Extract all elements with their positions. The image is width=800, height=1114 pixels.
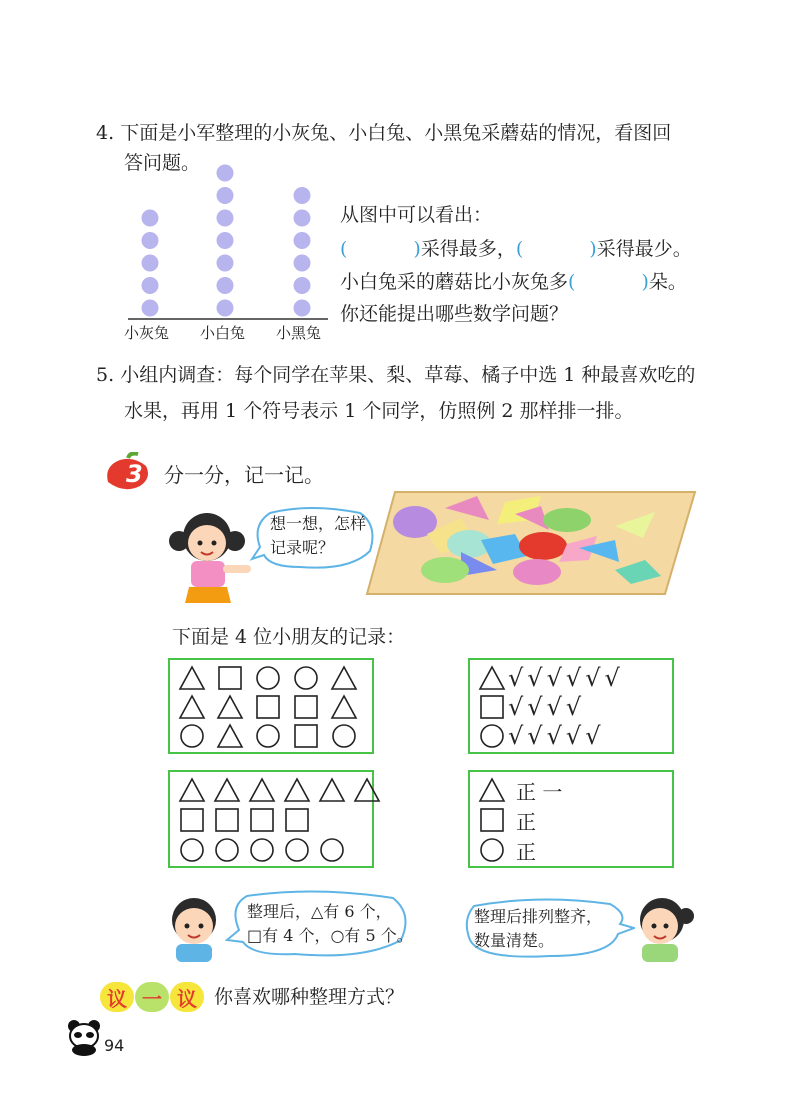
pictograph-label-white-rabbit: 小白兔 bbox=[200, 324, 246, 342]
girl2-bubble-line-1: 整理后排列整齐， bbox=[474, 907, 603, 926]
question-2-text: 小白兔采的蘑菇比小灰兔多 bbox=[340, 271, 569, 293]
triangle-icon bbox=[476, 774, 508, 806]
question-1-text-b: 采得最少。 bbox=[596, 238, 692, 260]
discuss-char-3: 议 bbox=[170, 982, 204, 1012]
answer-blank-diff-open: ( bbox=[568, 271, 576, 293]
circle-icon bbox=[281, 834, 313, 866]
discuss-char-1: 议 bbox=[100, 982, 134, 1012]
boy-bubble-line-1: 整理后，△有 6 个， bbox=[247, 902, 392, 921]
check-mark: √ bbox=[546, 722, 562, 750]
pictograph-dot-小黑兔-6 bbox=[294, 187, 311, 204]
record-4-triangle-tally: 正 一 bbox=[516, 779, 563, 804]
triangle-icon bbox=[211, 774, 243, 806]
answer-blank-diff-close: ) bbox=[641, 271, 649, 293]
record-2-circle-row bbox=[476, 720, 604, 752]
record-4-triangle-row bbox=[476, 774, 562, 806]
girl-bubble-line-2: 记录呢？ bbox=[270, 538, 335, 557]
circle-icon bbox=[252, 662, 284, 694]
question-1-text-a: 采得最多， bbox=[420, 238, 516, 260]
record-1-row-2 bbox=[176, 691, 366, 723]
question-2-end: 朵。 bbox=[648, 271, 687, 293]
check-mark: √ bbox=[508, 664, 524, 692]
check-mark: √ bbox=[604, 664, 620, 692]
circle-icon bbox=[316, 834, 348, 866]
example-3-number: 3 bbox=[126, 460, 143, 488]
question-3: 你还能提出哪些数学问题？ bbox=[340, 303, 569, 325]
triangle-icon bbox=[281, 774, 313, 806]
page-number: 94 bbox=[104, 1036, 125, 1055]
problem-4-line-1 bbox=[96, 118, 671, 148]
circle-icon bbox=[290, 662, 322, 694]
pictograph-dot-小白兔-1 bbox=[217, 300, 234, 317]
square-icon bbox=[281, 804, 313, 836]
triangle-icon bbox=[176, 691, 208, 723]
pictograph-label-grey-rabbit: 小灰兔 bbox=[124, 324, 170, 342]
check-mark: √ bbox=[565, 722, 582, 750]
triangle-icon bbox=[351, 774, 383, 806]
record-2-triangle-row bbox=[476, 662, 624, 694]
record-3-circle-row bbox=[176, 834, 351, 866]
triangle-icon bbox=[176, 662, 208, 694]
pictograph-dot-小灰兔-3 bbox=[142, 255, 159, 272]
panda-icon bbox=[64, 1018, 104, 1056]
problem-4-number: 4. bbox=[96, 122, 115, 144]
check-mark: √ bbox=[565, 664, 582, 692]
check-mark: √ bbox=[527, 722, 543, 750]
square-icon bbox=[246, 804, 278, 836]
answer-blank-least-close: ) bbox=[589, 238, 597, 260]
girl2-illustration-icon bbox=[628, 892, 698, 962]
check-mark: √ bbox=[565, 693, 582, 721]
record-3-square-row bbox=[176, 804, 316, 836]
example-3-badge bbox=[100, 452, 160, 494]
discuss-question: 你喜欢哪种整理方式？ bbox=[214, 986, 405, 1008]
record-4-square-row bbox=[476, 804, 536, 836]
problem-4-text-1: 下面是小军整理的小灰兔、小白兔、小黑兔采蘑菇的情况，看图回 bbox=[120, 122, 672, 144]
girl-bubble-line-1: 想一想，怎样 bbox=[270, 514, 367, 533]
square-icon bbox=[211, 804, 243, 836]
record-2-square-row bbox=[476, 691, 585, 723]
boy-illustration-icon bbox=[160, 892, 230, 962]
triangle-icon bbox=[316, 774, 348, 806]
circle-icon bbox=[211, 834, 243, 866]
check-mark: √ bbox=[527, 664, 543, 692]
problem-5-line-1 bbox=[96, 360, 695, 390]
pictograph-label-black-rabbit: 小黑兔 bbox=[276, 324, 322, 342]
circle-icon bbox=[476, 720, 508, 752]
records-intro: 下面是 4 位小朋友的记录： bbox=[172, 626, 406, 648]
pictograph-dot-小黑兔-3 bbox=[294, 255, 311, 272]
girl2-bubble-line-2: 数量清楚。 bbox=[474, 931, 555, 950]
pictograph-dot-小白兔-5 bbox=[217, 210, 234, 227]
discuss-badge bbox=[100, 982, 204, 1012]
record-3-box bbox=[168, 770, 374, 868]
record-2-box bbox=[468, 658, 674, 754]
example-3-title: 分一分，记一记。 bbox=[164, 463, 324, 487]
pictograph-dot-小黑兔-1 bbox=[294, 300, 311, 317]
pictograph-dot-小黑兔-5 bbox=[294, 210, 311, 227]
record-4-circle-row bbox=[476, 834, 536, 866]
circle-icon bbox=[476, 834, 508, 866]
boy-bubble-line-2: □有 4 个，○有 5 个。 bbox=[247, 926, 413, 945]
answer-blank-most-open: ( bbox=[340, 238, 348, 260]
triangle-icon bbox=[328, 662, 360, 694]
triangle-icon bbox=[214, 691, 246, 723]
record-4-circle-tally: 正 bbox=[516, 839, 536, 864]
record-1-row-3 bbox=[176, 720, 366, 752]
answer-blank-least-open: ( bbox=[515, 238, 524, 260]
discuss-char-2: 一 bbox=[135, 982, 169, 1012]
pictograph-dot-小黑兔-4 bbox=[294, 232, 311, 249]
check-mark: √ bbox=[585, 664, 601, 692]
triangle-icon bbox=[246, 774, 278, 806]
pictograph-dot-小白兔-3 bbox=[217, 255, 234, 272]
check-mark: √ bbox=[546, 664, 562, 692]
pictograph-dot-小白兔-7 bbox=[217, 165, 234, 182]
problem-5-line-2: 水果，再用 1 个符号表示 1 个同学，仿照例 2 那样排一排。 bbox=[124, 400, 634, 422]
record-1-box bbox=[168, 658, 374, 754]
pictograph-dot-小灰兔-4 bbox=[142, 232, 159, 249]
question-1 bbox=[340, 234, 692, 264]
check-mark: √ bbox=[508, 693, 524, 721]
girl-illustration-icon bbox=[165, 505, 260, 605]
question-2 bbox=[340, 267, 687, 297]
pictograph-dot-小白兔-2 bbox=[217, 277, 234, 294]
pictograph-dot-小白兔-6 bbox=[217, 187, 234, 204]
check-mark: √ bbox=[527, 693, 543, 721]
pictograph-dot-小灰兔-1 bbox=[142, 300, 159, 317]
triangle-icon bbox=[476, 662, 508, 694]
check-mark: √ bbox=[546, 693, 562, 721]
square-icon bbox=[214, 662, 246, 694]
square-icon bbox=[176, 804, 208, 836]
square-icon bbox=[290, 691, 322, 723]
pictograph-dot-小灰兔-5 bbox=[142, 210, 159, 227]
question-intro: 从图中可以看出： bbox=[340, 204, 493, 226]
pictograph-dots bbox=[142, 165, 311, 317]
check-mark: √ bbox=[508, 722, 524, 750]
circle-icon bbox=[246, 834, 278, 866]
square-icon bbox=[476, 691, 508, 723]
pictograph-dot-小黑兔-2 bbox=[294, 277, 311, 294]
problem-5-number: 5. bbox=[96, 364, 115, 386]
record-4-box bbox=[468, 770, 674, 868]
square-icon bbox=[290, 720, 322, 752]
triangle-icon bbox=[328, 691, 360, 723]
record-1-row-1 bbox=[176, 662, 366, 694]
circle-icon bbox=[176, 834, 208, 866]
pictograph-dot-小灰兔-2 bbox=[142, 277, 159, 294]
square-icon bbox=[252, 691, 284, 723]
record-4-square-tally: 正 bbox=[516, 809, 536, 834]
circle-icon bbox=[328, 720, 360, 752]
problem-4-line-2: 答问题。 bbox=[124, 152, 201, 174]
circle-icon bbox=[252, 720, 284, 752]
triangle-icon bbox=[176, 774, 208, 806]
mushroom-pictograph bbox=[120, 160, 340, 330]
check-mark: √ bbox=[585, 722, 601, 750]
problem-5-text-1: 小组内调查：每个同学在苹果、梨、草莓、橘子中选 1 种最喜欢吃的 bbox=[120, 364, 696, 386]
shapes-board-illustration bbox=[365, 490, 700, 600]
circle-icon bbox=[176, 720, 208, 752]
triangle-icon bbox=[214, 720, 246, 752]
pictograph-dot-小白兔-4 bbox=[217, 232, 234, 249]
square-icon bbox=[476, 804, 508, 836]
answer-blank-most-close: ) bbox=[413, 238, 421, 260]
record-3-triangle-row bbox=[176, 774, 386, 806]
